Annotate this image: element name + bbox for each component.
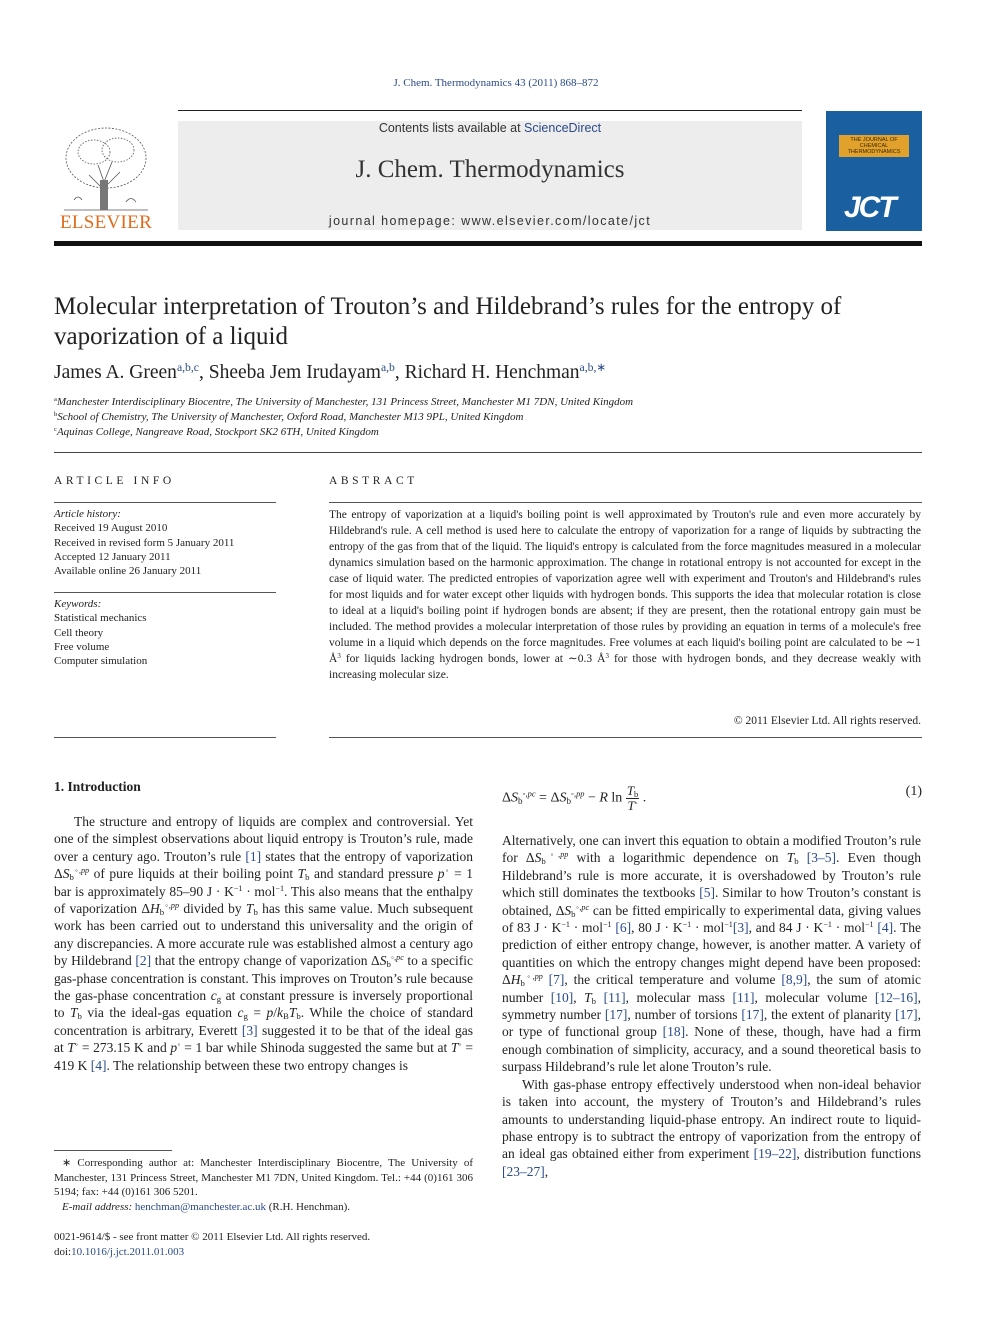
header-rule [178,110,802,111]
sciencedirect-link[interactable]: ScienceDirect [524,121,602,135]
journal-citation: J. Chem. Thermodynamics 43 (2011) 868–872 [393,77,599,89]
author-affil-marks[interactable]: a,b,c [176,360,199,374]
keyword-item: Computer simulation [54,655,148,668]
article-info-heading: ARTICLE INFO [54,475,175,487]
footnote-rule [54,1150,172,1151]
citation-link[interactable]: [4] [877,920,894,936]
issn-line: 0021-9614/$ - see front matter © 2011 Elsevier Ltd. All rights reserved. [54,1231,371,1243]
citation-link[interactable]: [8,9] [781,972,808,988]
abstract-rule [329,737,922,738]
abstract-heading: ABSTRACT [329,475,418,487]
author-list: James A. Green$^{a,b,c}$, Sheeba Jem Irudayam$^{a,b}$, Richard H. Henchman$^{a,b,∗}$ [54,360,607,383]
body-text-right: Alternatively, one can invert this equation to obtain a modified Trouton’s rule for $\Delta S_b^{◦,pp}$ with a logarithmic dependence on $T_b$ [3–5]. Even though Hildebrand’s rule is more accurate, it is overshadowed by Trouton’s rule which still dominates the textbooks [5]. Similar to how Trouton’s constant is obtained, $\Delta S_b^{◦,pc}$ can be fitted empirically to experimental data, giving values of 83 $J \cdot K^{-1} \cdot mol^{-1}$ [6], 80 $J \cdot K^{-1} \cdot mol^{-1}[3]$, and 84 $J \cdot K^{-1} \cdot mol^{-1}$ [4]. The prediction of either entropy change, however, is another matter. A variety of quantities on which the entropy changes might depend have been proposed: $\Delta H_b^{◦,pp}$ [7], the critical temperature and volume [8,9], the sum of atomic number [10], $T_b$ [11], molecular mass [11], molecular volume [12–16], symmetry number [17], number of torsions [17], the extent of planarity [17], or type of functional group [18]. None of these, though, have had a firm enough combination of simplicity, accuracy, and a sound theoretical basis to surpass Hildebrand’s rule let alone Trouton’s rule. With gas-phase entropy effectively understood when non-ideal behavior is taken into account, the mystery of Trouton’s and Hildebrand’s rules amounts to understanding liquid-phase entropy. An indirect route to liquid-phase entropy is to subtract the entropy of vaporization from the entropy of an ideal gas obtained either from experiment [19–22], distribution functions [23–27], [502,833,922,1179]
keywords-label: Keywords: [54,598,102,610]
citation-link[interactable]: [17] [895,1007,918,1023]
history-item: Received 19 August 2010 [54,522,168,535]
affiliation-item: $^c$Aquinas College, Nangreave Road, Stockport SK2 6TH, United Kingdom [54,426,379,438]
history-label: Article history: [54,508,121,520]
author-name[interactable]: Richard H. Henchman [404,362,580,383]
history-item: Received in revised form 5 January 2011 [54,536,235,549]
author-affil-marks[interactable]: a,b [380,360,395,374]
keywords [54,597,276,668]
equation-body: $\Delta S_b^{◦,pc} = \Delta S_b^{◦,pp} - R$ ln $\frac{T_b}{T^◦}$ . [502,783,647,813]
equation-number: (1) [905,784,922,799]
masthead-rule [54,241,922,246]
author-name[interactable]: Sheeba Jem Irudayam [208,362,381,383]
author-name[interactable]: James A. Green [54,362,177,383]
citation-link[interactable]: [2] [135,953,152,969]
cover-title: THE JOURNAL OF CHEMICAL THERMODYNAMICS [839,135,909,157]
citation-link[interactable]: [6] [615,920,632,936]
journal-name: J. Chem. Thermodynamics [355,156,625,183]
homepage-prefix: journal homepage: [328,214,462,228]
journal-homepage [178,214,802,228]
body-text-left: The structure and entropy of liquids are complex and controversial. Yet one of the simplest observations about liquid entropy is Trouton’s rule, made over a century ago. Trouton’s rule [1] states that the entropy of vaporization $\Delta S_b^{◦,pp}$ of pure liquids at their boiling point $T_b$ and standard pressure p◦ = 1 bar is approximately 85–90 $J \cdot K^{-1} \cdot mol^{-1}$. This also means that the enthalpy of vaporization $\Delta H_b^{◦,pp}$ divided by $T_b$ has this same value. Much subsequent work has been carried out to understand this universality and the origin of any discrepancies. A more accurate rule was established almost a century ago by Hildebrand [2] that the entropy change of vaporization $\Delta S_b^{◦,pc}$ to a specific gas-phase concentration is constant. This improves on Trouton’s rule because the gas-phase concentration $c_g$ at constant pressure is inversely proportional to $T_b$ via the ideal-gas equation $c_g = p/k_BT_b$. While the choice of standard concentration is arbitrary, Everett [3] suggested it to be that of the ideal gas at T◦ = 273.15 K and p◦ = 1 bar while Shinoda suggested the same but at T◦ = 419 K [4]. The relationship between these two entropy changes is [54,814,474,1073]
publisher-wordmark: ELSEVIER [59,212,153,233]
abstract-text: The entropy of vaporization at a liquid's boiling point is well approximated by Trouton's rule and even more accurately by Hildebrand's rule. A cell method is used here to calculate the entropy of vaporization for a range of liquids by subtracting the entropy of the gas from that of the liquid. The liquid's entropy is calculated from the force magnitudes measured in a molecular dynamics simulation based on the harmonic approximation. The change in rotational entropy is not accounted for except in the case of liquid water. The predicted entropies of vaporization agree well with experiment and Trouton's and Hildebrand's rules for most liquids and for water except other liquids with hydrogen bonds. This supports the idea that molecular rotation is close to ideal at a liquid's boiling point if hydrogen bonds are absent; if they are present, then the rotational entropy gain must be included. The method provides a molecular interpretation of those rules by providing an equation in terms of a molecule's free volume in a liquid which depends on the force magnitudes. Free volumes at each liquid's boiling point are calculated to be ∼1 $Å^3$ for liquids lacking hydrogen bonds, lower at ∼0.3 $Å^3$ for those with hydrogen bonds, and they decrease weakly with increasing molecular size. [329,509,922,681]
history-item: Available online 26 January 2011 [54,565,202,578]
citation-link[interactable]: [11] [603,989,626,1005]
citation-link[interactable]: [3] [241,1022,258,1038]
citation-link[interactable]: [18] [662,1024,686,1040]
affiliation-item: $^a$Manchester Interdisciplinary Biocentre, The University of Manchester, 131 Princess Street, Manchester M1 7DN, United Kingdom [54,396,634,408]
history-item: Accepted 12 January 2011 [54,550,171,563]
abstract-rule [329,502,922,503]
citation-link[interactable]: [23–27] [502,1163,545,1179]
corresponding-author-footnote: ∗ Corresponding author at: Manchester Interdisciplinary Biocentre, The University of Manchester, 131 Princess Street, Manchester M1 7DN, United Kingdom. Tel.: +44 (0)161 306 5194; fax: +44 (0)161 306 5201. E-mail address: henchman@manchester.ac.uk (R.H. Henchman). [54,1157,473,1213]
info-rule [54,737,276,738]
footnote-text: ∗ Corresponding author at: Manchester Interdisciplinary Biocentre, The University of Manchester, 131 Princess Street, Manchester M1 7DN, United Kingdom. Tel.: +44 (0)161 306 5194; fax: +44 (0)161 306 5201. [54,1157,473,1199]
article-title: Molecular interpretation of Trouton’s and Hildebrand’s rules for the entropy of vaporization of a liquid [54,293,842,350]
citation-link[interactable]: [17] [604,1007,628,1023]
article-history [54,507,276,578]
journal-cover-thumbnail[interactable] [826,111,922,231]
contents-line [178,121,802,135]
keyword-item: Cell theory [54,626,104,639]
citation-link[interactable]: [10] [550,989,574,1005]
citation-link[interactable]: [4] [90,1057,107,1073]
citation-link[interactable]: [11] [732,989,755,1005]
abstract-copyright: © 2011 Elsevier Ltd. All rights reserved. [733,715,921,727]
email-link[interactable]: henchman@manchester.ac.uk [134,1200,266,1213]
citation-link[interactable]: [1] [245,848,262,864]
citation-link[interactable]: [7] [548,972,565,988]
citation-link[interactable]: [3] [732,920,749,936]
equation-1 [502,776,922,812]
citation-link[interactable]: [5] [699,885,715,901]
section-rule [54,452,922,453]
keyword-item: Free volume [54,640,110,653]
doi-link[interactable]: 10.1016/j.jct.2011.01.003 [71,1245,185,1258]
cover-logo: JCT [844,191,895,224]
affiliation-item: $^b$School of Chemistry, The University of Manchester, Oxford Road, Manchester M13 9PL, United Kingdom [54,411,524,423]
homepage-link[interactable]: www.elsevier.com/locate/jct [461,214,652,228]
info-rule [54,592,276,593]
page-footer: 0021-9614/$ - see front matter © 2011 Elsevier Ltd. All rights reserved. doi:10.1016/j.jct.2011.01.003 [54,1230,474,1259]
author-affil-marks[interactable]: a,b,∗ [579,360,607,374]
section-heading-introduction: 1. Introduction [54,779,141,794]
email-label: E-mail address: [62,1200,135,1213]
citation-link[interactable]: [3–5] [806,850,837,866]
keyword-item: Statistical mechanics [54,612,147,625]
citation-link[interactable]: [19–22] [753,1146,797,1162]
contents-prefix: Contents lists available at [378,121,525,135]
affiliations [54,395,914,440]
info-rule [54,502,276,503]
citation-link[interactable]: [17] [741,1007,764,1023]
citation-link[interactable]: [12–16] [874,989,918,1005]
